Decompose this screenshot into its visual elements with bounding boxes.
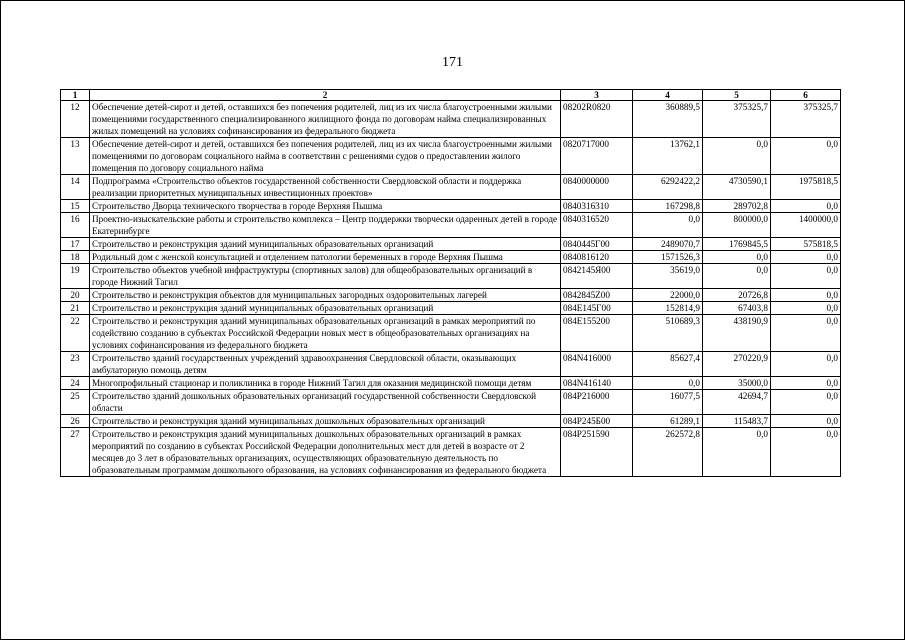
row-code: 084P245Б00 xyxy=(561,415,633,428)
row-value-col6: 0,0 xyxy=(771,138,841,175)
table-header-row xyxy=(61,90,841,101)
row-description: Строительство и реконструкция зданий муниципальных образовательных организаций xyxy=(90,238,561,251)
row-number: 18 xyxy=(61,251,90,264)
row-value-col5: 115483,7 xyxy=(703,415,771,428)
table-row xyxy=(61,302,841,315)
table-row xyxy=(61,213,841,238)
table-row xyxy=(61,200,841,213)
row-description: Родильный дом с женской консультацией и отделением патологии беременных в городе Верхняя Пышма xyxy=(90,251,561,264)
row-number: 23 xyxy=(61,352,90,377)
row-description: Обеспечение детей-сирот и детей, оставшихся без попечения родителей, лиц из их числа благоустроенными жилыми помещениями по договорам социального найма в соответствии с решениями судов о предоставлении жилого помещения по договору социального найма xyxy=(90,138,561,175)
row-number: 13 xyxy=(61,138,90,175)
row-code: 0840445Г00 xyxy=(561,238,633,251)
row-value-col5: 0,0 xyxy=(703,138,771,175)
row-number: 27 xyxy=(61,428,90,477)
table-row xyxy=(61,264,841,289)
row-code: 0842145Я00 xyxy=(561,264,633,289)
row-value-col6: 0,0 xyxy=(771,315,841,352)
row-value-col6: 0,0 xyxy=(771,264,841,289)
row-value-col5: 270220,9 xyxy=(703,352,771,377)
row-code: 084E145Г00 xyxy=(561,302,633,315)
row-value-col4: 0,0 xyxy=(633,213,703,238)
row-value-col6: 0,0 xyxy=(771,390,841,415)
row-description: Строительство и реконструкция зданий муниципальных образовательных организаций xyxy=(90,302,561,315)
row-code: 0840816120 xyxy=(561,251,633,264)
table-row xyxy=(61,289,841,302)
table-row xyxy=(61,415,841,428)
row-value-col4: 61289,1 xyxy=(633,415,703,428)
row-value-col5: 0,0 xyxy=(703,264,771,289)
row-description: Многопрофильный стационар и поликлиника в городе Нижний Тагил для оказания медицинской помощи детям xyxy=(90,377,561,390)
column-header: 2 xyxy=(90,90,561,101)
row-value-col5: 800000,0 xyxy=(703,213,771,238)
row-code: 0820717000 xyxy=(561,138,633,175)
row-value-col6: 0,0 xyxy=(771,289,841,302)
row-number: 15 xyxy=(61,200,90,213)
row-value-col6: 0,0 xyxy=(771,352,841,377)
row-code: 0842845Z00 xyxy=(561,289,633,302)
row-number: 16 xyxy=(61,213,90,238)
row-number: 21 xyxy=(61,302,90,315)
row-number: 24 xyxy=(61,377,90,390)
row-value-col4: 2489070,7 xyxy=(633,238,703,251)
row-value-col5: 375325,7 xyxy=(703,101,771,138)
row-code: 084N416140 xyxy=(561,377,633,390)
row-value-col4: 262572,8 xyxy=(633,428,703,477)
row-value-col4: 16077,5 xyxy=(633,390,703,415)
table-row xyxy=(61,390,841,415)
row-value-col5: 0,0 xyxy=(703,251,771,264)
row-number: 20 xyxy=(61,289,90,302)
row-description: Строительство и реконструкция зданий муниципальных образовательных организаций в рамках мероприятий по содействию созданию в субъектах Российской Федерации новых мест в общеобразовательных организациях на условиях софинансирования из федерального бюджета xyxy=(90,315,561,352)
row-description: Подпрограмма «Строительство объектов государственной собственности Свердловской области и поддержка реализации приоритетных муниципальных инвестиционных проектов» xyxy=(90,175,561,200)
row-value-col6: 0,0 xyxy=(771,428,841,477)
row-value-col5: 4730590,1 xyxy=(703,175,771,200)
table-row xyxy=(61,251,841,264)
row-number: 22 xyxy=(61,315,90,352)
column-header: 5 xyxy=(703,90,771,101)
table-row xyxy=(61,352,841,377)
budget-table xyxy=(60,89,841,477)
row-value-col6: 0,0 xyxy=(771,200,841,213)
row-value-col6: 0,0 xyxy=(771,377,841,390)
row-value-col4: 510689,3 xyxy=(633,315,703,352)
row-code: 084P216000 xyxy=(561,390,633,415)
row-description: Строительство Дворца технического творчества в городе Верхняя Пышма xyxy=(90,200,561,213)
row-value-col4: 360889,5 xyxy=(633,101,703,138)
row-value-col5: 1769845,5 xyxy=(703,238,771,251)
row-value-col4: 6292422,2 xyxy=(633,175,703,200)
page-number: 171 xyxy=(442,55,463,70)
row-code: 084N416000 xyxy=(561,352,633,377)
row-value-col4: 0,0 xyxy=(633,377,703,390)
row-value-col6: 0,0 xyxy=(771,302,841,315)
row-number: 25 xyxy=(61,390,90,415)
row-number: 19 xyxy=(61,264,90,289)
row-value-col6: 0,0 xyxy=(771,415,841,428)
row-value-col4: 35619,0 xyxy=(633,264,703,289)
table-row xyxy=(61,315,841,352)
row-value-col4: 167298,8 xyxy=(633,200,703,213)
row-value-col4: 1571526,3 xyxy=(633,251,703,264)
column-header: 6 xyxy=(771,90,841,101)
row-number: 12 xyxy=(61,101,90,138)
row-description: Строительство зданий государственных учреждений здравоохранения Свердловской области, оказывающих амбулаторную помощь детям xyxy=(90,352,561,377)
table-row xyxy=(61,377,841,390)
row-value-col5: 0,0 xyxy=(703,428,771,477)
row-value-col6: 1975818,5 xyxy=(771,175,841,200)
row-value-col5: 42694,7 xyxy=(703,390,771,415)
row-value-col5: 67403,8 xyxy=(703,302,771,315)
row-value-col6: 375325,7 xyxy=(771,101,841,138)
row-description: Строительство зданий дошкольных образовательных организаций государственной собственности Свердловской области xyxy=(90,390,561,415)
row-value-col4: 22000,0 xyxy=(633,289,703,302)
row-value-col5: 438190,9 xyxy=(703,315,771,352)
row-number: 17 xyxy=(61,238,90,251)
row-value-col6: 0,0 xyxy=(771,251,841,264)
row-description: Строительство объектов учебной инфраструктуры (спортивных залов) для общеобразовательных организаций в городе Нижний Тагил xyxy=(90,264,561,289)
table-row xyxy=(61,428,841,477)
row-value-col5: 20726,8 xyxy=(703,289,771,302)
table-row xyxy=(61,238,841,251)
row-code: 084E155200 xyxy=(561,315,633,352)
row-description: Обеспечение детей-сирот и детей, оставшихся без попечения родителей, лиц из их числа благоустроенными жилыми помещениями государственного специализированного жилищного фонда по договорам найма специализированных жилых помещений на условиях софинансирования из федерального бюджета xyxy=(90,101,561,138)
table-row xyxy=(61,101,841,138)
column-header: 4 xyxy=(633,90,703,101)
row-number: 14 xyxy=(61,175,90,200)
row-value-col6: 575818,5 xyxy=(771,238,841,251)
row-value-col4: 85627,4 xyxy=(633,352,703,377)
row-value-col5: 289702,8 xyxy=(703,200,771,213)
column-header: 1 xyxy=(61,90,90,101)
row-code: 084P251590 xyxy=(561,428,633,477)
row-code: 0840000000 xyxy=(561,175,633,200)
row-value-col6: 1400000,0 xyxy=(771,213,841,238)
row-description: Строительство и реконструкция объектов для муниципальных загородных оздоровительных лагерей xyxy=(90,289,561,302)
row-code: 0840316310 xyxy=(561,200,633,213)
column-header: 3 xyxy=(561,90,633,101)
row-code: 0840316520 xyxy=(561,213,633,238)
row-code: 08202R0820 xyxy=(561,101,633,138)
row-description: Строительство и реконструкция зданий муниципальных дошкольных образовательных организаций в рамках мероприятий по созданию в субъектах Российской Федерации дополнительных мест для детей в возрасте от 2 месяцев до 3 лет в образовательных организациях, осуществляющих образовательную деятельность по образовательным программам дошкольного образования, на условиях софинансирования из федерального бюджета xyxy=(90,428,561,477)
row-description: Проектно-изыскательские работы и строительство комплекса – Центр поддержки творчески одаренных детей в городе Екатеринбурге xyxy=(90,213,561,238)
row-value-col4: 13762,1 xyxy=(633,138,703,175)
row-number: 26 xyxy=(61,415,90,428)
row-value-col5: 35000,0 xyxy=(703,377,771,390)
row-description: Строительство и реконструкция зданий муниципальных дошкольных образовательных организаций xyxy=(90,415,561,428)
table-row xyxy=(61,175,841,200)
row-value-col4: 152814,9 xyxy=(633,302,703,315)
table-row xyxy=(61,138,841,175)
